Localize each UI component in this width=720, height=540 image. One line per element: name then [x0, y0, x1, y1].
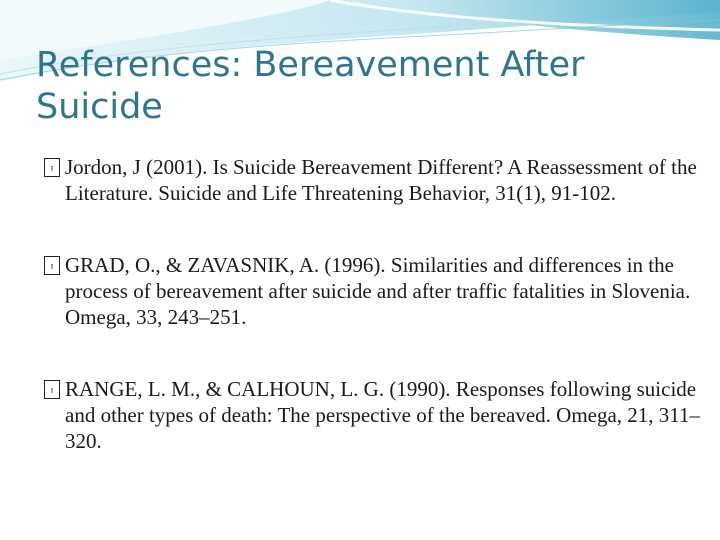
reference-item [44, 252, 704, 330]
reference-text: GRAD, O., & ZAVASNIK, A. (1996). Similarities and differences in the process of bereavement after suicide and after traffic fatalities in Slovenia. Omega, 33, 243–251. [65, 253, 691, 329]
reference-item [44, 376, 704, 454]
missing-glyph-icon: ▯ [44, 380, 60, 399]
reference-list [44, 154, 704, 500]
reference-text: RANGE, L. M., & CALHOUN, L. G. (1990). Responses following suicide and other types of death: The perspective of the bereaved. Omega, 21, 311–320. [65, 377, 701, 453]
slide-title: References: Bereavement After Suicide [36, 45, 585, 127]
reference-text: Jordon, J (2001). Is Suicide Bereavement Different? A Reassessment of the Literature. Suicide and Life Threatening Behavior, 31(1), 91-102. [65, 155, 697, 205]
missing-glyph-icon: ▯ [44, 256, 60, 275]
reference-item [44, 154, 704, 206]
missing-glyph-icon: ▯ [44, 158, 60, 177]
